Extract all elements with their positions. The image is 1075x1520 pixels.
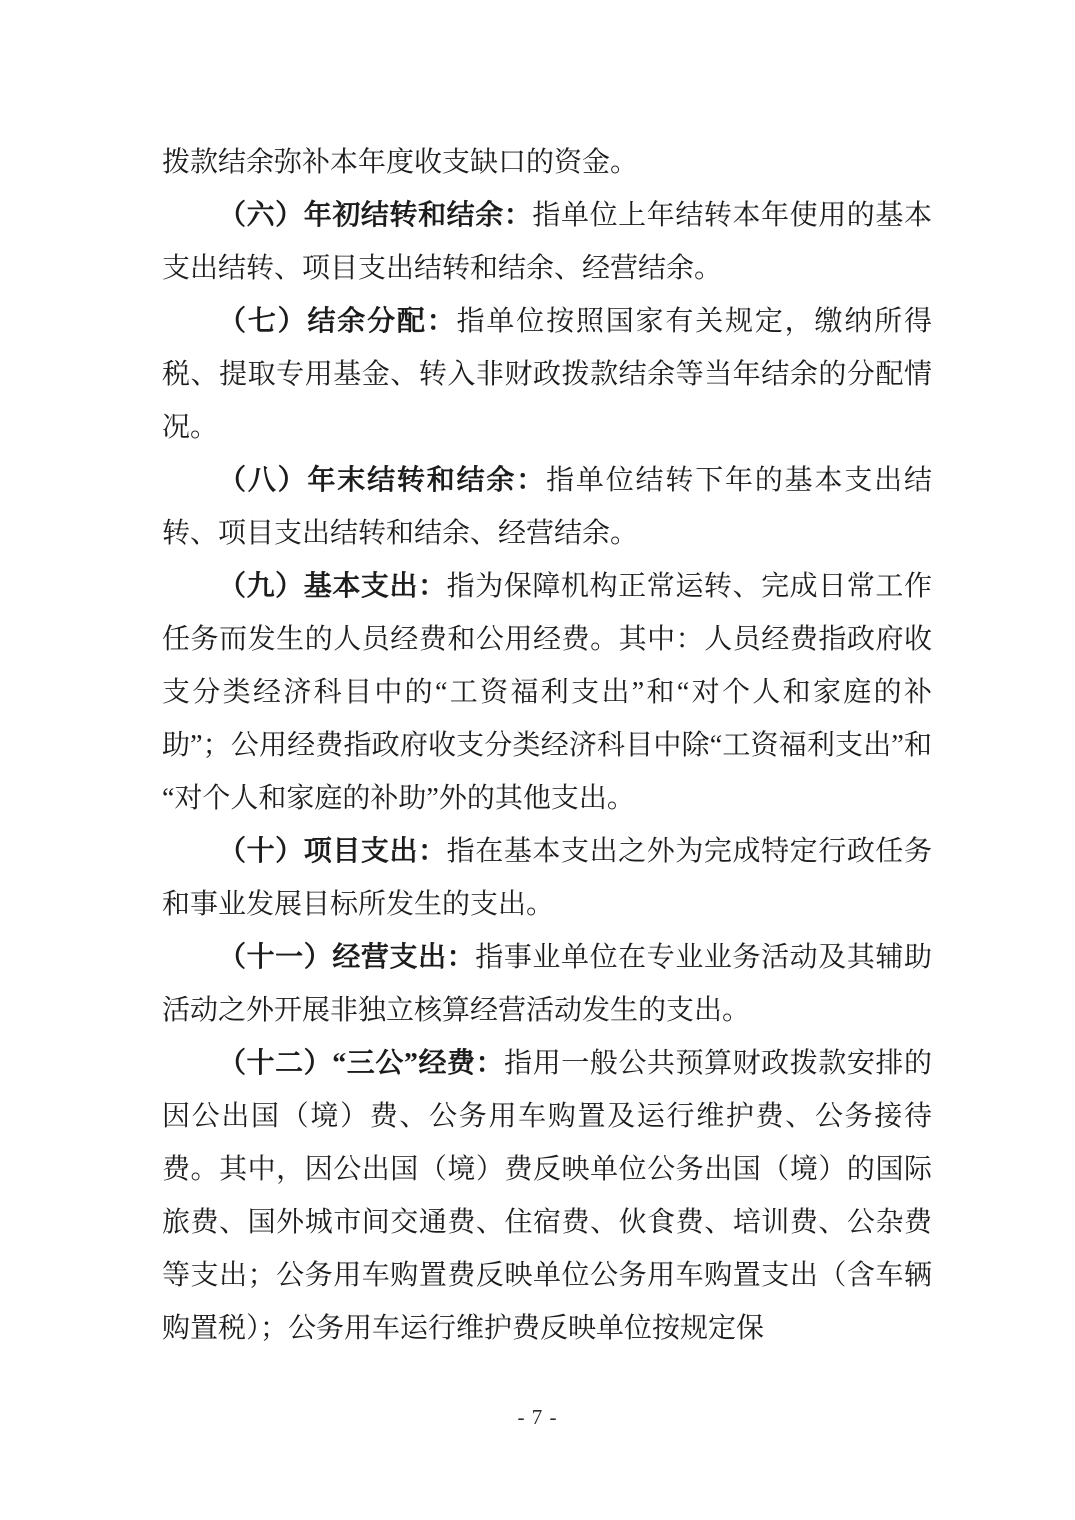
paragraph-text: 指为保障机构正常运转、完成日常工作任务而发生的人员经费和公用经费。其中：人员经费指政府收支分类经济科目中的“工资福利支出”和“对个人和家庭的补助”；公用经费指政府收支分类经济科目中除“工资福利支出”和“对个人和家庭的补助”外的其他支出。 (162, 571, 932, 814)
page-number: - 7 - (517, 1405, 558, 1429)
document-body-text (162, 136, 932, 1355)
term-label-11: （十一）经营支出： (218, 942, 476, 973)
term-label-7: （七）结余分配： (218, 306, 457, 337)
definition-item-12 (162, 1037, 932, 1355)
paragraph-text: 拨款结余弥补本年度收支缺口的资金。 (162, 147, 639, 178)
paragraph-continuation (162, 136, 932, 189)
term-label-6: （六）年初结转和结余： (218, 200, 533, 231)
definition-item-8 (162, 454, 932, 560)
term-label-9: （九）基本支出： (218, 571, 447, 602)
paragraph-text: 指用一般公共预算财政拨款安排的因公出国（境）费、公务用车购置及运行维护费、公务接待费。其中，因公出国（境）费反映单位公务出国（境）的国际旅费、国外城市间交通费、住宿费、伙食费、培训费、公杂费等支出；公务用车购置费反映单位公务用车购置支出（含车辆购置税）；公务用车运行维护费反映单位按规定保 (162, 1048, 932, 1344)
definition-item-11 (162, 931, 932, 1037)
term-label-12: （十二）“三公”经费： (218, 1048, 505, 1079)
definition-item-6 (162, 189, 932, 295)
term-label-8: （八）年末结转和结余： (218, 465, 547, 496)
paragraph-text: 指单位按照国家有关规定，缴纳所得税、提取专用基金、转入非财政拨款结余等当年结余的分配情况。 (162, 306, 932, 443)
paragraph-text: 指事业单位在专业业务活动及其辅助活动之外开展非独立核算经营活动发生的支出。 (162, 942, 932, 1026)
definition-item-7 (162, 295, 932, 454)
paragraph-text: 指单位结转下年的基本支出结转、项目支出结转和结余、经营结余。 (162, 465, 932, 549)
paragraph-text: 指单位上年结转本年使用的基本支出结转、项目支出结转和结余、经营结余。 (162, 200, 932, 284)
definition-item-9 (162, 560, 932, 825)
paragraph-text: 指在基本支出之外为完成特定行政任务和事业发展目标所发生的支出。 (162, 836, 932, 920)
definition-item-10 (162, 825, 932, 931)
term-label-10: （十）项目支出： (218, 836, 447, 867)
